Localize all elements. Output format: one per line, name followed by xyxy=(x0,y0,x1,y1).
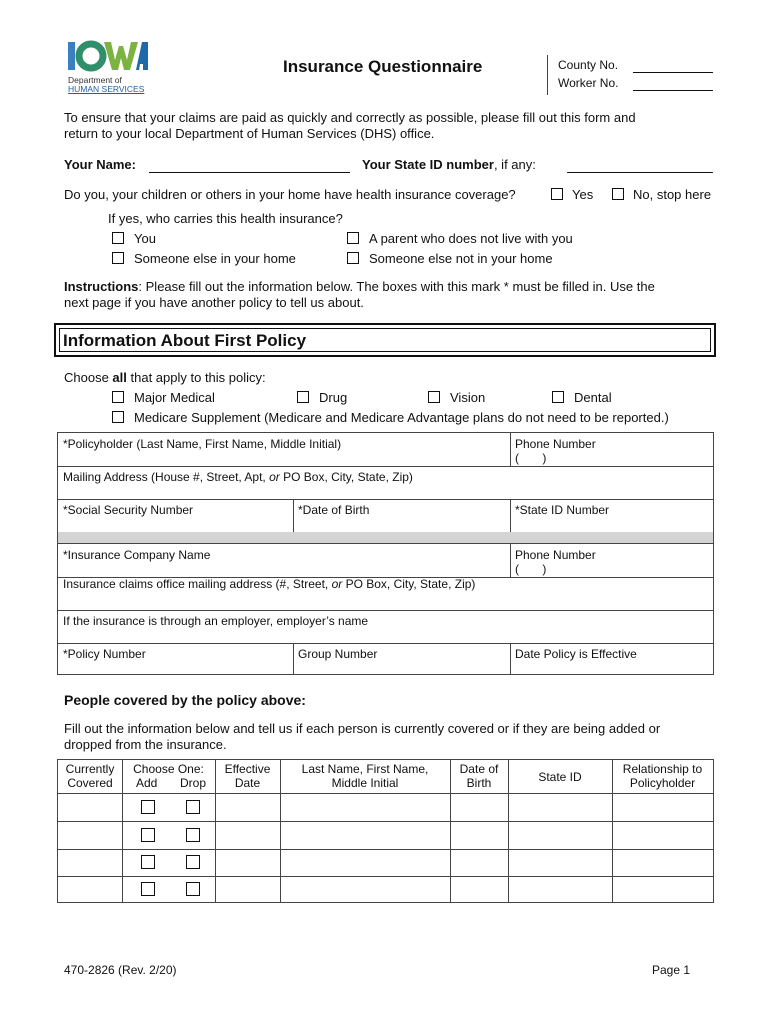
insurance-company-field[interactable]: *Insurance Company Name xyxy=(63,548,211,562)
date-effective-field[interactable]: Date Policy is Effective xyxy=(515,647,637,661)
state-id-label-bold: Your State ID number xyxy=(362,157,494,172)
policyholder-phone-field[interactable] xyxy=(510,433,713,466)
people-heading: People covered by the policy above: xyxy=(64,692,306,708)
policy-number-field[interactable]: *Policy Number xyxy=(63,647,146,661)
policy-gray-separator xyxy=(58,532,713,544)
header-effective1: Effective xyxy=(224,762,271,776)
header-choose1: Choose One: xyxy=(133,762,204,776)
drug-label: Drug xyxy=(319,390,348,405)
header-relationship xyxy=(612,762,713,790)
policy-table xyxy=(57,432,714,675)
instructions-label: Instructions xyxy=(64,279,139,294)
vision-label: Vision xyxy=(450,390,486,405)
header-add: Add xyxy=(136,776,158,790)
people-row-line xyxy=(58,821,713,822)
people-table xyxy=(57,759,714,903)
choose-prefix: Choose xyxy=(64,370,113,385)
header-dob2: Birth xyxy=(466,776,492,790)
claims-text-b: PO Box, City, State, Zip) xyxy=(342,577,476,591)
row4-drop-checkbox[interactable] xyxy=(186,882,200,896)
header-add-drop xyxy=(122,776,215,790)
worker-field[interactable] xyxy=(633,90,713,91)
state-id-number-field[interactable]: *State ID Number xyxy=(515,503,610,517)
row1-drop-checkbox[interactable] xyxy=(186,800,200,814)
phone2-label: Phone Number xyxy=(515,548,596,562)
header-divider xyxy=(547,55,548,95)
row4-add-checkbox[interactable] xyxy=(141,882,155,896)
header-currently1: Currently xyxy=(65,762,115,776)
name-field[interactable] xyxy=(149,172,350,173)
header-currently-covered xyxy=(58,762,122,790)
phone2-parens: ( ) xyxy=(515,562,547,576)
dental-checkbox[interactable] xyxy=(552,391,564,403)
mailing-text-a: Mailing Address (House #, Street, Apt, xyxy=(63,470,270,484)
coverage-question: Do you, your children or others in your home have health insurance coverage? xyxy=(64,187,516,202)
county-field[interactable] xyxy=(633,72,713,73)
header-name2: Middle Initial xyxy=(331,776,399,790)
header-rel2: Policyholder xyxy=(629,776,696,790)
row2-drop-checkbox[interactable] xyxy=(186,828,200,842)
row1-add-checkbox[interactable] xyxy=(141,800,155,814)
mailing-address-field[interactable] xyxy=(58,466,713,499)
instructions-text1: : Please fill out the information below. The boxes with this mark * must be filled in. Use the xyxy=(138,279,655,294)
intro-line2: return to your local Department of Human Services (DHS) office. xyxy=(64,126,435,141)
header-dob1: Date of xyxy=(459,762,499,776)
drug-checkbox[interactable] xyxy=(297,391,309,403)
medicare-checkbox[interactable] xyxy=(112,411,124,423)
vision-checkbox[interactable] xyxy=(428,391,440,403)
instructions-line2: next page if you have another policy to tell us about. xyxy=(64,295,364,310)
choose-suffix: that apply to this policy: xyxy=(126,370,266,385)
people-line1: Fill out the information below and tell us if each person is currently covered or if they are being added or xyxy=(64,721,661,736)
medicare-label: Medicare Supplement (Medicare and Medicare Advantage plans do not need to be reported.) xyxy=(134,410,669,425)
header-drop: Drop xyxy=(180,776,207,790)
row2-add-checkbox[interactable] xyxy=(141,828,155,842)
dental-label: Dental xyxy=(574,390,612,405)
phone-parens: ( ) xyxy=(515,451,547,465)
carrier-you-label: You xyxy=(134,231,156,246)
employer-field[interactable]: If the insurance is through an employer, employer’s name xyxy=(63,614,369,628)
row3-drop-checkbox[interactable] xyxy=(186,855,200,869)
choose-label xyxy=(64,370,266,385)
claims-address-field[interactable] xyxy=(58,573,713,610)
claims-text-a: Insurance claims office mailing address (#, Street, xyxy=(63,577,332,591)
county-label: County No. xyxy=(558,58,619,72)
carrier-parent-label: A parent who does not live with you xyxy=(369,231,573,246)
coverage-yes-checkbox[interactable] xyxy=(551,188,563,200)
state-id-field[interactable] xyxy=(567,172,713,173)
carrier-someone-not-home-label: Someone else not in your home xyxy=(369,251,553,266)
people-row-line xyxy=(58,849,713,850)
name-label: Your Name: xyxy=(64,157,136,172)
header-name1: Last Name, First Name, xyxy=(301,762,429,776)
coverage-yes-label: Yes xyxy=(572,187,594,202)
choose-bold: all xyxy=(112,370,127,385)
logo-line2: HUMAN SERVICES xyxy=(68,84,145,94)
logo-line1: Department of xyxy=(68,75,122,85)
carrier-someone-home-label: Someone else in your home xyxy=(134,251,296,266)
iowa-logo-letters xyxy=(66,38,148,74)
intro-line1: To ensure that your claims are paid as quickly and correctly as possible, please fill out this form and xyxy=(64,110,636,125)
header-rel1: Relationship to xyxy=(622,762,703,776)
header-name xyxy=(280,762,450,790)
header-dob xyxy=(450,762,508,790)
carrier-someone-not-home-checkbox[interactable] xyxy=(347,252,359,264)
people-row-line xyxy=(58,793,713,794)
row3-add-checkbox[interactable] xyxy=(141,855,155,869)
mailing-text-or: or xyxy=(269,470,280,484)
dob-field[interactable]: *Date of Birth xyxy=(298,503,370,517)
claims-text-or: or xyxy=(331,577,343,591)
major-medical-checkbox[interactable] xyxy=(112,391,124,403)
header-state-id: State ID xyxy=(538,770,582,784)
phone-label: Phone Number xyxy=(515,437,596,451)
group-number-field[interactable]: Group Number xyxy=(298,647,378,661)
carrier-you-checkbox[interactable] xyxy=(112,232,124,244)
header-effective-date xyxy=(215,762,280,790)
ssn-field[interactable]: *Social Security Number xyxy=(63,503,194,517)
state-id-label xyxy=(362,157,536,172)
dhs-logo xyxy=(64,38,164,96)
carrier-someone-home-checkbox[interactable] xyxy=(112,252,124,264)
section-title-box xyxy=(54,323,716,357)
form-number: 470-2826 (Rev. 2/20) xyxy=(64,963,177,977)
instructions-line1 xyxy=(64,279,655,294)
people-line2: dropped from the insurance. xyxy=(64,737,227,752)
carrier-parent-checkbox[interactable] xyxy=(347,232,359,244)
major-medical-label: Major Medical xyxy=(134,390,215,405)
page-number: Page 1 xyxy=(652,963,691,977)
state-id-label-suffix: , if any: xyxy=(493,157,536,172)
form-title: Insurance Questionnaire xyxy=(283,57,483,76)
header-effective2: Date xyxy=(234,776,261,790)
section-title: Information About First Policy xyxy=(63,331,307,350)
carrier-question: If yes, who carries this health insurance? xyxy=(108,211,343,226)
header-currently2: Covered xyxy=(67,776,113,790)
mailing-text-b: PO Box, City, State, Zip) xyxy=(279,470,413,484)
header-choose-one xyxy=(122,762,215,790)
coverage-no-checkbox[interactable] xyxy=(612,188,624,200)
policyholder-field[interactable]: *Policyholder (Last Name, First Name, Middle Initial) xyxy=(63,437,342,451)
people-row-line xyxy=(58,876,713,877)
worker-label: Worker No. xyxy=(558,76,619,90)
coverage-no-label: No, stop here xyxy=(633,187,712,202)
